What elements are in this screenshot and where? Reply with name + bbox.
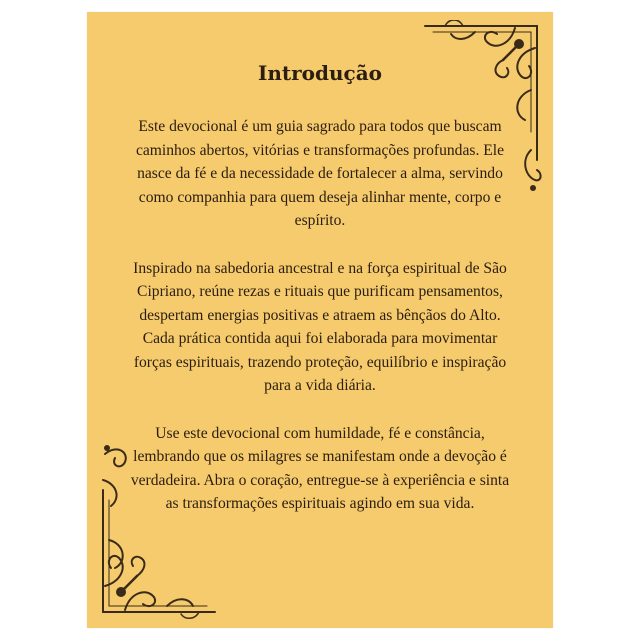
corner-flourish-bottom-left-icon [95,440,225,620]
paragraph-2: Inspirado na sabedoria ancestral e na força espiritual de São Cipriano, reúne rezas e rituais que purificam pensamentos, despertam energias positivas e atraem as bênçãos do Alto. Cada prática contida aqui foi elaborada para movimentar forças espirituais, trazendo proteção, equilíbrio e inspiração para a vida diária. [133,259,507,394]
document-page [87,12,553,628]
page-title: Introdução [257,61,382,85]
paragraph-1: Este devocional é um guia sagrado para todos que buscam caminhos abertos, vitórias e transformações profundas. Ele nasce da fé e da necessidade de fortalecer a alma, servindo como companhia para quem deseja alinhar mente, corpo e espírito. [135,118,505,229]
paragraph-3: Use este devocional com humildade, fé e constância, lembrando que os milagres se manifestam onde a devoção é verdadeira. Abra o coração, entregue-se à experiência e sinta as transformações espirituais agindo em sua vida. [130,424,510,512]
